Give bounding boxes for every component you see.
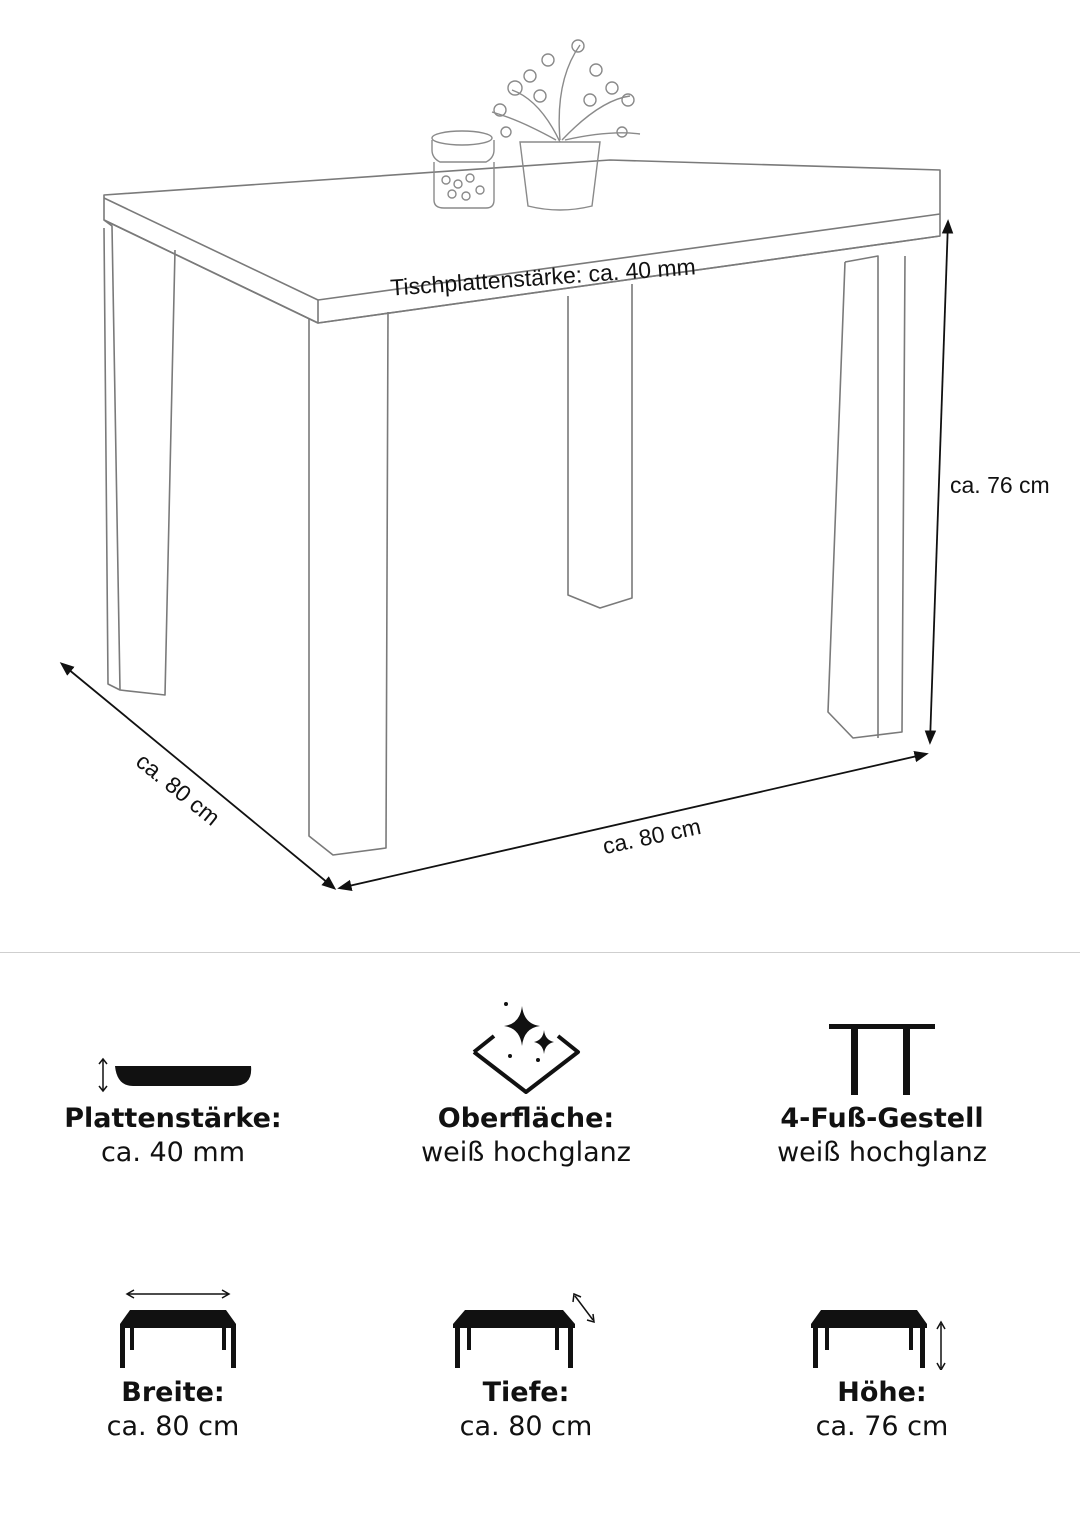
height-label: ca. 76 cm bbox=[950, 472, 1050, 498]
width-dimension-line bbox=[340, 754, 926, 888]
feature-width bbox=[0, 1270, 353, 1444]
feature-title: Tiefe: bbox=[482, 1377, 570, 1408]
depth-label: ca. 80 cm bbox=[131, 747, 226, 831]
feature-value: weiß hochglanz bbox=[421, 1137, 631, 1168]
feature-title: Plattenstärke: bbox=[64, 1103, 282, 1134]
table-width-icon bbox=[108, 1280, 238, 1370]
feature-value: ca. 80 cm bbox=[106, 1411, 240, 1442]
feature-height bbox=[702, 1270, 1062, 1444]
feature-title: Breite: bbox=[121, 1377, 225, 1408]
four-leg-frame-icon bbox=[827, 1022, 937, 1096]
feature-value: weiß hochglanz bbox=[777, 1137, 987, 1168]
feature-title: Höhe: bbox=[837, 1377, 927, 1408]
tabletop-thickness-label: Tischplattenstärke: ca. 40 mm bbox=[389, 253, 697, 301]
table-outline bbox=[104, 160, 940, 855]
feature-title: 4-Fuß-Gestell bbox=[780, 1103, 984, 1134]
section-divider bbox=[0, 952, 1080, 953]
feature-value: ca. 80 cm bbox=[459, 1411, 593, 1442]
feature-value: ca. 40 mm bbox=[100, 1137, 246, 1168]
table-height-icon bbox=[807, 1280, 957, 1370]
glossy-surface-icon bbox=[466, 1000, 586, 1096]
tabletop-thickness-icon bbox=[93, 1056, 253, 1096]
width-label: ca. 80 cm bbox=[600, 812, 704, 860]
feature-thickness bbox=[0, 996, 353, 1170]
table-depth-icon bbox=[451, 1280, 601, 1370]
feature-frame bbox=[702, 996, 1062, 1170]
feature-surface bbox=[346, 996, 706, 1170]
feature-title: Oberfläche: bbox=[437, 1103, 615, 1134]
feature-depth bbox=[346, 1270, 706, 1444]
feature-value: ca. 76 cm bbox=[815, 1411, 949, 1442]
height-dimension-line bbox=[930, 222, 948, 742]
depth-dimension-line bbox=[62, 664, 334, 888]
